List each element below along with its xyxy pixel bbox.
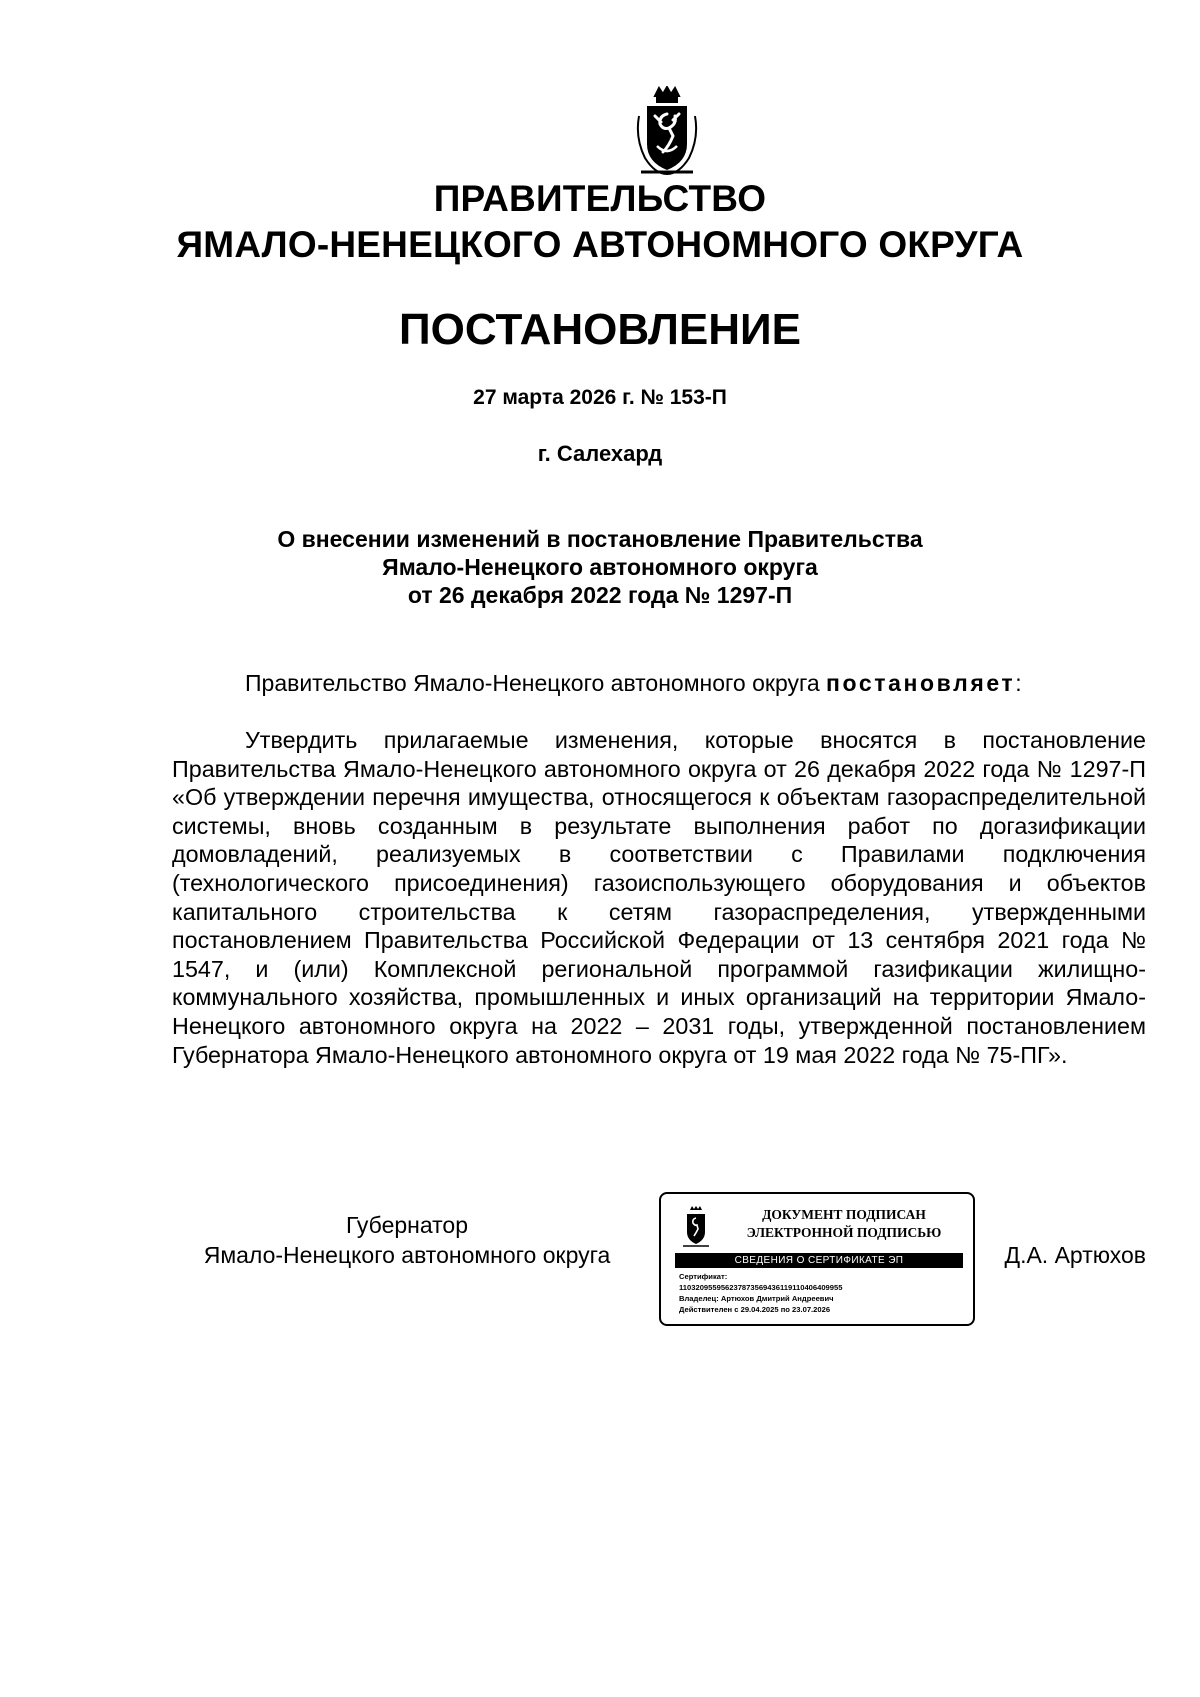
cert-validity: Действителен с 29.04.2025 по 23.07.2026 (679, 1305, 831, 1314)
stamp-emblem-icon (681, 1206, 711, 1248)
subject-line1: О внесении изменений в постановление Правительства (277, 526, 923, 552)
cert-label: Сертификат: (679, 1272, 728, 1281)
cert-number: 110320955956237873569436119110406409955 (679, 1283, 843, 1292)
stamp-title (721, 1206, 967, 1242)
coat-of-arms-emblem (633, 86, 701, 178)
preamble-decree-word: постановляет (826, 670, 1016, 696)
position-line2: Ямало-Ненецкого автономного округа (203, 1242, 611, 1268)
stamp-certificate-bar: СВЕДЕНИЯ О СЕРТИФИКАТЕ ЭП (675, 1253, 963, 1268)
document-type: ПОСТАНОВЛЕНИЕ (398, 305, 802, 354)
decree-body-paragraph: Утвердить прилагаемые изменения, которые вносятся в постановление Правительства Ямало-Ненецкого автономного округа от 26 декабря 2022 года № 1297-П «Об утверждении перечня имущества, относящегося к объектам газораспределительной системы, вновь созданным в результате выполнения работ по догазификации домовладений, реализуемых в соответствии с Правилами подключения (технологического присоединения) газоиспользующего оборудования и объектов капитального строительства к сетям газораспределения, утвержденными постановлением Правительства Российской Федерации от 13 сентября 2021 года № 1547, и (или) Комплексной региональной программой газификации жилищно-коммунального хозяйства, промышленных и иных организаций на территории Ямало-Ненецкого автономного округа на 2022 – 2031 годы, утвержденной постановлением Губернатора Ямало-Ненецкого автономного округа от 19 мая 2022 года № 75-ПГ». (172, 727, 1146, 1068)
subject-line3: от 26 декабря 2022 года № 1297-П (407, 582, 793, 608)
document-date-number: 27 марта 2026 г. № 153-П (473, 386, 727, 409)
org-name-line2: ЯМАЛО-НЕНЕЦКОГО АВТОНОМНОГО ОКРУГА (176, 224, 1024, 265)
stamp-title-line2: ЭЛЕКТРОННОЙ ПОДПИСЬЮ (746, 1225, 942, 1240)
preamble (245, 669, 1022, 697)
signatory-position (172, 1210, 642, 1270)
electronic-signature-stamp (659, 1192, 975, 1326)
document-city: г. Салехард (537, 441, 663, 466)
preamble-text: Правительство Ямало-Ненецкого автономного округа (245, 670, 827, 696)
subject-line2: Ямало-Ненецкого автономного округа (382, 554, 818, 580)
signatory-name: Д.А. Артюхов (1004, 1242, 1146, 1268)
cert-owner: Владелец: Артюхов Дмитрий Андреевич (679, 1294, 834, 1303)
government-title (0, 176, 1200, 268)
document-subject (180, 525, 1020, 609)
org-name-line1: ПРАВИТЕЛЬСТВО (433, 178, 767, 219)
stamp-title-line1: ДОКУМЕНТ ПОДПИСАН (762, 1207, 926, 1222)
position-line1: Губернатор (345, 1212, 469, 1238)
stamp-certificate-info (679, 1271, 969, 1315)
preamble-suffix: : (1015, 670, 1022, 696)
